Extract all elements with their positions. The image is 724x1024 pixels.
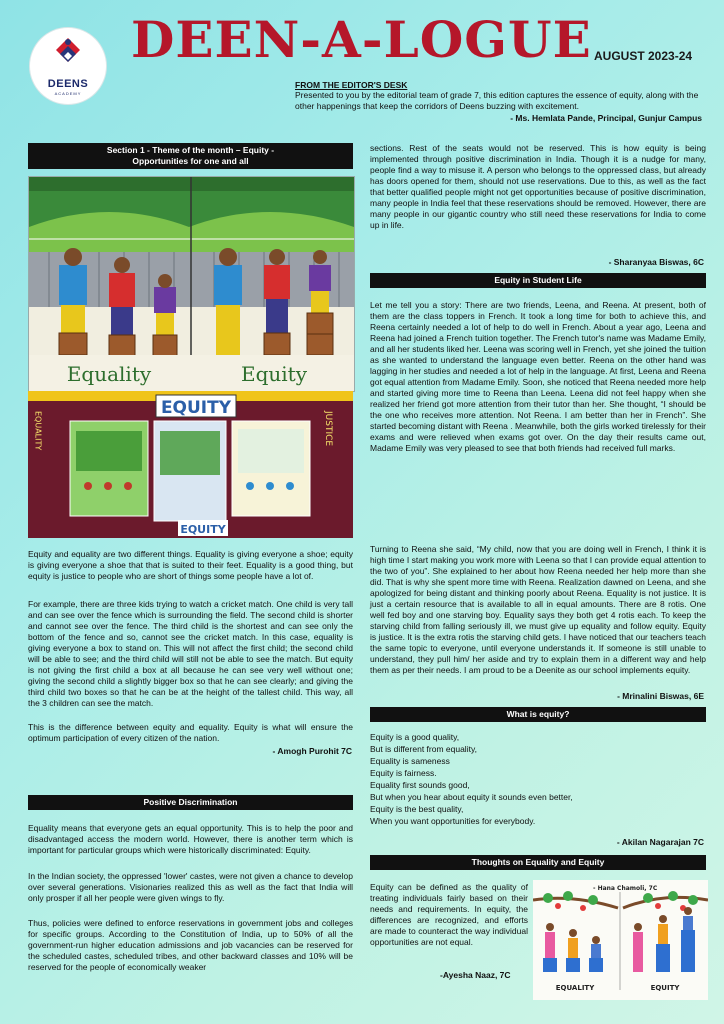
poem: [370, 731, 706, 827]
positive-paragraph-1: Equality means that everyone gets an equal opportunity. This is to help the poor and disadvantaged access the modern world. However, there is another term which is important for particular groups which were historically discriminated: Equity.: [28, 823, 353, 855]
logo-emblem-icon: [48, 34, 88, 76]
student-life-heading: Equity in Student Life: [370, 273, 706, 288]
positive-paragraph-2: In the Indian society, the oppressed 'lower' castes, were not given a chance to develop over several generations. Visionaries realized this as well as the fact that India will only prosper if all her people were given wings to fly.: [28, 871, 353, 903]
art-credit: - Hana Chamoli, 7C: [593, 885, 658, 892]
positive-signature: - Sharanyaa Biswas, 6C: [608, 257, 704, 267]
poem-line: But when you hear about equity it sounds even better,: [370, 792, 573, 802]
section1-paragraph-3: This is the difference between equity and equality. Equity is what will ensure the optimum participation of every citizen of the nation.: [28, 722, 353, 743]
art-equality-label: EQUALITY: [555, 984, 595, 992]
logo-name: DEENS: [47, 78, 89, 90]
art-label-equity: Equity: [240, 362, 308, 386]
section1-paragraph-1: Equity and equality are two different things. Equality is giving everyone a shoe; equity is giving everyone a shoe that that is suited to their feet. Equality is a good thing, but equity is justice to people who are short of things some people have a lot of.: [28, 549, 353, 581]
positive-paragraph-4: sections. Rest of the seats would not be reserved. This is how equity is being implemented through positive discrimination in India. Though it is a nudge for many, people find a way to misuse it. A person who belongs to the oppressed class, but already has doors opened for them, should not use reservations. Due to this, as well as the fact that better qualified people might not get opportunities because of positive discrimination, many people in India feel that these reservations should be removed. However, there are many people in our gigantic country who still need these reservations for India to come up in life.: [370, 143, 706, 230]
board-bottom-label: EQUITY: [180, 523, 226, 536]
positive-paragraph-3: Thus, policies were defined to enforce reservations in government jobs and colleges for specific groups. According to the Constitution of India, up to 50% of all the government-run higher education admissions and job vacancies can be reserved for the scheduled castes, scheduled tribes, and other backward classes and 10% will be reserved for the people of economically weaker: [28, 918, 353, 972]
student-signature: - Mrinalini Biswas, 6E: [617, 691, 704, 701]
section1-heading-line2: Opportunities for one and all: [132, 156, 249, 166]
poem-line: Equity is fairness.: [370, 768, 437, 778]
editor-desk-signature: - Ms. Hemlata Pande, Principal, Gunjur Campus: [510, 113, 702, 123]
section1-heading-line1: Section 1 - Theme of the month – Equity -: [106, 145, 275, 155]
logo-sub: ACADEMY: [54, 91, 82, 96]
poem-line: Equality first sounds good,: [370, 780, 470, 790]
masthead-title: DEEN-A-LOGUE: [131, 10, 592, 69]
editor-desk-title: FROM THE EDITOR'S DESK: [295, 80, 408, 90]
section1-paragraph-2: For example, there are three kids trying to watch a cricket match. One child is very tall and can see over the fence which is surrounding the field. The second child is shorter and cannot see over the fence. The third child is the shortest and can see only the bottom of the fence and so, cannot see the cricket match. In this case, equality is giving everyone a box to stand on. This will not affect the first child; the second child will be able to see; and the third child will still not be able to see the match. But equity is not giving the first child a box at all because he can see very well without one; giving the second child a slightly bigger box so that he can see clearly; and giving the third child two boxes so that he can be at the height of the tallest child. This way, all the 3 children can see the match.: [28, 599, 353, 708]
student-paragraph-1: Let me tell you a story: There are two friends, Leena, and Reena. At present, both of them are the class toppers in French. It took a long time for both to achieve this, and Reena certainly needed a lot of help to do well in French. About a year ago, Leena and Reena had joined a French tuition together. The French tutor's name was Madame Emily, and all her students liked her. Leena was scoring well in French, yet she joined the tuition as she wanted to understand the language even better. Reena on the other hand was lagging in her studies and needed a lot of help in the language. At first, Leena and Reena got equal attention from Madame Emily. Soon, she noticed that Reena needed more help and started giving more time to Reena than Leena. Leena did not feel happy when she realized her friend got more attention from their tutor than her. She thought, “I should be the one who receives more attention. Not Reena. I am better than her in French”. She started becoming distant with Reena . Meanwhile, both the girls worked tirelessly for their exams and were relieved when exams got over. On the day their results came out, Madame Emily was very pleased to see that both friends had received full marks.: [370, 300, 706, 453]
equality-equity-drawing: [28, 176, 355, 392]
poem-line: But is different from equality,: [370, 744, 477, 754]
edition-date: AUGUST 2023-24: [594, 49, 693, 63]
art-equity-label: EQUITY: [650, 984, 680, 992]
equality-equity-tree-drawing: [533, 880, 708, 1000]
board-title: EQUITY: [160, 398, 232, 418]
poem-signature: - Akilan Nagarajan 7C: [616, 837, 704, 847]
art-label-equality: Equality: [66, 362, 152, 386]
thoughts-paragraph: Equity can be defined as the quality of treating individuals fairly based on their needs and requirements. In equity, the differences are recognized, and efforts are made to counteract the way individual opportunities are not equal.: [370, 882, 528, 947]
thoughts-heading: Thoughts on Equality and Equity: [370, 855, 706, 870]
board-right-label: JUSTICE: [323, 411, 333, 447]
thoughts-signature: -Ayesha Naaz, 7C: [440, 970, 511, 980]
poem-line: Equality is sameness: [370, 756, 450, 766]
poem-line: Equity is the best quality,: [370, 804, 464, 814]
student-paragraph-2: Turning to Reena she said, “My child, now that you are doing well in French, I think it is high time I start making you work more with Leena so that I can provide equal attention to the two of you”. She explained to her about how Reena needed her help more than she did. That is why she spent more time with Reena. Realization dawned on Leena, and she apologized for being distant and thinking poorly about Reena. Equality is not justice. It is just a certain resource that is available to all in equal amounts. There are 8 rotis. One well fed boy and one starving boy. Equality says they both get 4 rotis each. To keep the starving child from falling seriously ill, we must give up equality and follow equity. Equity is justice. It is the extra rotis the starving child gets. I have noticed that our teachers teach the same topic to everyone, until everyone understands it. If someone is still unable to understand, they pull him/ her aside and try to explain them in a different way and help them as per their needs. I am proud to be a Deenite as our school implements equity.: [370, 544, 706, 675]
section1-heading: [28, 143, 353, 169]
board-left-label: EQUALITY: [33, 411, 43, 451]
editor-desk-text: Presented to you by the editorial team of grade 7, this edition captures the essence of equity, along with the other happenings that keep the corridors of Deens buzzing with excitement.: [295, 90, 699, 111]
poem-line: When you want opportunities for everybody.: [370, 816, 536, 826]
section1-signature: - Amogh Purohit 7C: [272, 746, 352, 756]
deens-logo: [30, 28, 106, 104]
equity-bulletin-board: [28, 391, 353, 538]
poem-line: Equity is a good quality,: [370, 732, 460, 742]
positive-discrimination-heading: Positive Discrimination: [28, 795, 353, 810]
what-is-equity-heading: What is equity?: [370, 707, 706, 722]
